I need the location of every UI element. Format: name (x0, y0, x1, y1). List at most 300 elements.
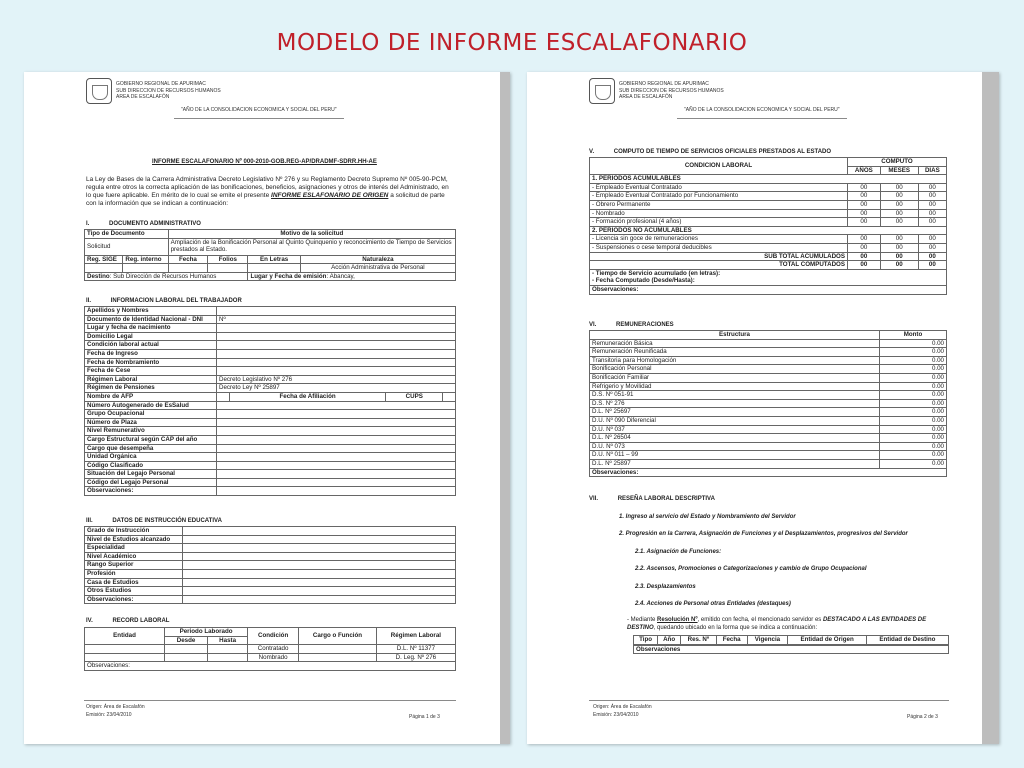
narrative-item-2: 2. Progresión en la Carrera, Asignación de Funciones y el Desplazamientos, progresivos del Servidor (619, 531, 908, 537)
footer-page: Página 1 de 3 (409, 714, 440, 720)
cell (217, 324, 456, 333)
cell: COMPUTO (848, 158, 947, 167)
cell: Número Autogenerado de EsSalud (85, 401, 217, 410)
cell: 0.00 (880, 442, 947, 451)
cell (217, 453, 456, 462)
cell: TOTAL COMPUTADOS (590, 261, 848, 270)
cell: D.S. Nº 276 (590, 399, 880, 408)
table-row (85, 470, 456, 479)
worker-info-table (84, 306, 456, 496)
cell (217, 349, 456, 358)
narrative-item-2-1: 2.1. Asignación de Funciones: (635, 549, 722, 555)
header-divider (677, 118, 847, 119)
section-title: RECORD LABORAL (112, 618, 170, 624)
cell: Especialidad (85, 544, 183, 553)
cell: Cargo Estructural según CAP del año (85, 435, 217, 444)
cell: Desde (165, 636, 208, 645)
table-row (590, 235, 947, 244)
cell: 00 (848, 209, 881, 218)
cell (217, 427, 456, 436)
cell (183, 552, 456, 561)
letterhead-line: SUB DIRECCION DE RECURSOS HUMANOS (116, 87, 221, 94)
cell: - Tiempo de Servicio acumulado (en letras): (590, 269, 947, 277)
cell: Observaciones: (590, 468, 947, 477)
cell (217, 478, 456, 487)
cell: 00 (848, 218, 881, 227)
cell (217, 367, 456, 376)
cell: Régimen de Pensiones (85, 384, 217, 393)
cell: Vigencia (747, 636, 788, 645)
table-row (85, 332, 456, 341)
table-row (590, 218, 947, 227)
cell: Cargo que desempeña (85, 444, 217, 453)
cell: Transitoria para Homologación (590, 356, 880, 365)
slide-title: MODELO DE INFORME ESCALAFONARIO (276, 30, 748, 56)
table-row (85, 544, 456, 553)
table-row (590, 391, 947, 400)
cell: - Nombrado (590, 209, 848, 218)
table-row (85, 307, 456, 316)
intro-text: La Ley de Bases de la Carrera Administrativa Decreto Legislativo Nº 276 y su Reglamento Decreto Supremo Nº 005-90-PCM, regula entre otros la correcta aplicación de las bonificaciones, beneficios, asignaciones y otros de interés del Administrado, en lo que fuere aplicable. En mérito de lo cual se emite el presente (86, 176, 449, 199)
cell: Grado de Instrucción (85, 527, 183, 536)
cell: 00 (880, 235, 918, 244)
cell: D. Leg. Nº 276 (376, 653, 455, 662)
lugar-label: Lugar y Fecha de emisión (250, 272, 327, 280)
section-3-heading (86, 518, 222, 526)
scan-edge (500, 72, 510, 744)
cell: 0.00 (880, 434, 947, 443)
cell: 00 (848, 261, 881, 270)
cell: Casa de Estudios (85, 578, 183, 587)
cell: Rango Superior (85, 561, 183, 570)
cell: 0.00 (880, 425, 947, 434)
education-table (84, 526, 456, 604)
section-num: III. (86, 518, 93, 524)
table-row (590, 200, 947, 209)
table-row (590, 192, 947, 201)
cell: 0.00 (880, 399, 947, 408)
table-row (85, 418, 456, 427)
table-row (85, 561, 456, 570)
cell (183, 587, 456, 596)
cell: D.L. Nº 11377 (376, 645, 455, 654)
header-divider (174, 118, 344, 119)
table-row (85, 427, 456, 436)
cell (217, 410, 456, 419)
table-row (85, 410, 456, 419)
section-num: II. (86, 298, 92, 304)
cell: Observaciones: (85, 662, 456, 671)
table-row (85, 587, 456, 596)
cell: Reg. SIGE (85, 255, 123, 264)
section-title: RESEÑA LABORAL DESCRIPTIVA (617, 496, 715, 502)
cell (217, 470, 456, 479)
remuneration-table (589, 330, 947, 477)
cell: Nivel de Estudios alcanzado (85, 535, 183, 544)
cell: Condición laboral actual (85, 341, 217, 350)
cell: 00 (848, 183, 881, 192)
cell (217, 418, 456, 427)
scan-edge (982, 72, 999, 744)
cell (183, 544, 456, 553)
cell: 00 (918, 235, 946, 244)
cell: D.U. Nº 011 – 99 (590, 451, 880, 460)
document-table (84, 229, 456, 281)
cell: Periodo Laborado (165, 628, 248, 637)
cell: Nombrado (248, 653, 299, 662)
table-row (85, 535, 456, 544)
cell: Refrigerio y Movilidad (590, 382, 880, 391)
letterhead-line: SUB DIRECCION DE RECURSOS HUMANOS (619, 87, 724, 94)
cell: 00 (918, 183, 946, 192)
service-time-table (589, 157, 947, 295)
table-row (590, 459, 947, 468)
cell: Fecha de Ingreso (85, 349, 217, 358)
cell: 00 (848, 192, 881, 201)
table-row (85, 341, 456, 350)
section-7-heading (589, 496, 715, 504)
cell (183, 569, 456, 578)
cell: Otros Estudios (85, 587, 183, 596)
cell: 1. PERIODOS ACUMULABLES (590, 175, 947, 184)
cell: - Empleado Eventual Contratado por Funcionamiento (590, 192, 848, 201)
text: , quedando ubicado en la forma que se indica a continuación: (653, 624, 818, 631)
cell: - Suspensiones o cese temporal deducibles (590, 243, 848, 252)
cell (443, 392, 456, 401)
cell (217, 307, 456, 316)
cell: Apellidos y Nombres (85, 307, 217, 316)
intro-paragraph (86, 176, 454, 208)
cell (217, 332, 456, 341)
page-2-document (527, 72, 999, 744)
narrative-item-2-2: 2.2. Ascensos, Promociones o Categorizaciones y cambio de Grupo Ocupacional (635, 566, 867, 572)
cell: Tipo (634, 636, 658, 645)
cell (217, 392, 230, 401)
cell: D.L. Nº 25897 (590, 459, 880, 468)
section-5-heading (589, 149, 831, 157)
section-title: DATOS DE INSTRUCCIÓN EDUCATIVA (112, 518, 222, 524)
destaque-paragraph (627, 617, 953, 632)
table-row (590, 408, 947, 417)
cell: DIAS (918, 166, 946, 175)
cell: Fecha de Cese (85, 367, 217, 376)
cell: Bonificación Personal (590, 365, 880, 374)
cell: Observaciones (634, 645, 949, 654)
table-row (85, 527, 456, 536)
cell: Estructura (590, 331, 880, 340)
cell: Remuneración Reunificada (590, 348, 880, 357)
cell: - Fecha Computado (Desde/Hasta): (590, 277, 947, 285)
table-row (85, 552, 456, 561)
cell: D.S. Nº 051-91 (590, 391, 880, 400)
cell: Domicilio Legal (85, 332, 217, 341)
cell: Nivel Académico (85, 552, 183, 561)
cell: Documento de Identidad Nacional - DNI (85, 315, 217, 324)
table-row (590, 399, 947, 408)
table-row (85, 324, 456, 333)
cell: Nivel Remunerativo (85, 427, 217, 436)
cell: Solicitud (85, 238, 169, 255)
cell (217, 401, 456, 410)
cell: Número de Plaza (85, 418, 217, 427)
table-row (85, 375, 456, 384)
cell: Régimen Laboral (376, 628, 455, 645)
cell: Hasta (208, 636, 248, 645)
cell: Bonificación Familiar (590, 373, 880, 382)
section-title: DOCUMENTO ADMINISTRATIVO (109, 221, 201, 227)
letterhead-line: AREA DE ESCALAFÓN (619, 94, 673, 100)
cell: Tipo de Documento (85, 230, 169, 239)
cell: Grupo Ocupacional (85, 410, 217, 419)
cell: 00 (880, 261, 918, 270)
table-row (590, 434, 947, 443)
table-row (85, 444, 456, 453)
table-row (590, 442, 947, 451)
cell: Ampliación de la Bonificación Personal al Quinto Quinquenio y reconocimiento de Tiempo de Servicios prestados al Estado. (168, 238, 455, 255)
table-row (85, 315, 456, 324)
cell: Entidad de Origen (788, 636, 866, 645)
section-num: VI. (589, 322, 597, 328)
footer-date: Emisión: 23/04/2010 (593, 712, 639, 718)
cell (217, 444, 456, 453)
cell: 0.00 (880, 356, 947, 365)
cell: 00 (918, 261, 946, 270)
section-2-heading (86, 298, 242, 306)
section-4-heading (86, 618, 169, 626)
cell: 00 (880, 218, 918, 227)
table-row (590, 365, 947, 374)
footer-origin: Origen: Área de Escalafón (86, 704, 145, 710)
cell: 0.00 (880, 459, 947, 468)
cell: Acción Administrativa de Personal (300, 264, 455, 273)
section-1-heading (86, 221, 201, 229)
narrative-item-1: 1. Ingreso al servicio del Estado y Nombramiento del Servidor (619, 514, 796, 520)
text: Resolución Nº (657, 617, 698, 623)
table-row (590, 209, 947, 218)
cell: 00 (880, 243, 918, 252)
cell: 00 (918, 243, 946, 252)
cell: - Empleado Eventual Contratado (590, 183, 848, 192)
cell: Observaciones: (590, 285, 947, 294)
cell: D.U. Nº 090 Diferencial (590, 416, 880, 425)
footer-origin: Origen: Área de Escalafón (593, 704, 652, 710)
work-record-table (84, 627, 456, 671)
intro-end: a solicitud de parte con la información que se indican a continuación: (86, 192, 445, 207)
cell: D.L. Nº 26504 (590, 434, 880, 443)
cell: 00 (918, 200, 946, 209)
cell: Año (658, 636, 681, 645)
table-row (85, 349, 456, 358)
cell: SUB TOTAL ACUMULADOS (590, 252, 848, 261)
cell: 0.00 (880, 373, 947, 382)
letterhead-line: GOBIERNO REGIONAL DE APURIMAC (619, 81, 709, 87)
cell: 0.00 (880, 391, 947, 400)
cell: 00 (848, 200, 881, 209)
cell (183, 578, 456, 587)
letterhead-line: AREA DE ESCALAFÓN (116, 94, 170, 100)
cell: Monto (880, 331, 947, 340)
cell: 2. PERIODOS NO ACUMULABLES (590, 226, 947, 235)
cell: Entidad de Destino (866, 636, 948, 645)
cell: Código Clasificado (85, 461, 217, 470)
cell: 0.00 (880, 382, 947, 391)
table-row (85, 358, 456, 367)
cell: 00 (880, 192, 918, 201)
table-row (590, 243, 947, 252)
table-row (590, 373, 947, 382)
cell: D.U. Nº 037 (590, 425, 880, 434)
cell: 00 (880, 252, 918, 261)
cell: Reg. interno (123, 255, 168, 264)
table-row (590, 425, 947, 434)
footer-divider (589, 700, 949, 701)
cell: Nombre de AFP (85, 392, 217, 401)
cell: 00 (848, 243, 881, 252)
cell: Nº (217, 315, 456, 324)
table-row (85, 595, 456, 604)
section-title: COMPUTO DE TIEMPO DE SERVICIOS OFICIALES PRESTADOS AL ESTADO (613, 149, 832, 155)
cell: 0.00 (880, 365, 947, 374)
cell: Entidad (85, 628, 165, 645)
cell (217, 358, 456, 367)
table-row (590, 183, 947, 192)
cell: D.L. Nº 25697 (590, 408, 880, 417)
cell (183, 527, 456, 536)
cell (217, 435, 456, 444)
section-num: V. (589, 149, 595, 155)
cell (183, 561, 456, 570)
cell: Contratado (248, 645, 299, 654)
cell: Destino: Sub Dirección de Recursos Humanos (85, 272, 248, 281)
table-row (85, 578, 456, 587)
text: DESTACADO A LAS ENTIDADES DE DESTINO (627, 617, 927, 631)
cell: Res. Nº (681, 636, 717, 645)
table-row (590, 382, 947, 391)
cell: Lugar y fecha de nacimiento (85, 324, 217, 333)
cell: MESES (880, 166, 918, 175)
cell: Fecha de Nombramiento (85, 358, 217, 367)
cell: 00 (848, 235, 881, 244)
transfer-table (633, 635, 949, 654)
cell: 00 (918, 218, 946, 227)
table-row (634, 636, 949, 645)
cell: Naturaleza (300, 255, 455, 264)
cell: Régimen Laboral (85, 375, 217, 384)
cell: Cargo o Función (299, 628, 377, 645)
footer-divider (84, 700, 456, 701)
cell: CUPS (386, 392, 443, 401)
cell: 0.00 (880, 416, 947, 425)
table-row (590, 451, 947, 460)
table-row (590, 356, 947, 365)
cell (217, 487, 456, 496)
text: - Mediante (627, 617, 656, 623)
cell: - Formación profesional (4 años) (590, 218, 848, 227)
cell: 00 (880, 209, 918, 218)
cell (183, 595, 456, 604)
cell: - Obrero Permanente (590, 200, 848, 209)
page-1-document (24, 72, 510, 744)
cell: AÑOS (848, 166, 881, 175)
table-row (85, 569, 456, 578)
cell: Código del Legajo Personal (85, 478, 217, 487)
table-row (590, 339, 947, 348)
cell: En Letras (248, 255, 300, 264)
cell: Folios (208, 255, 248, 264)
cell: Profesión (85, 569, 183, 578)
narrative-item-2-3: 2.3. Desplazamientos (635, 584, 696, 590)
table-row (85, 384, 456, 393)
cell: 0.00 (880, 339, 947, 348)
section-title: REMUNERACIONES (616, 322, 674, 328)
table-row (85, 367, 456, 376)
cell (217, 341, 456, 350)
cell: 00 (918, 209, 946, 218)
cell: 00 (918, 192, 946, 201)
cell: 00 (880, 200, 918, 209)
cell: Condición (248, 628, 299, 645)
cell: Remuneración Básica (590, 339, 880, 348)
cell: CONDICION LABORAL (590, 158, 848, 175)
cell: Situación del Legajo Personal (85, 470, 217, 479)
cell: 0.00 (880, 408, 947, 417)
cell: Observaciones: (85, 595, 183, 604)
cell: Decreto Legislativo Nº 276 (217, 375, 456, 384)
letterhead-motto: "AÑO DE LA CONSOLIDACION ECONOMICA Y SOCIAL DEL PERU" (684, 107, 840, 113)
cell: Unidad Orgánica (85, 453, 217, 462)
cell (217, 461, 456, 470)
cell: Motivo de la solicitud (168, 230, 455, 239)
doc-title: INFORME ESCALAFONARIO Nº 000-2010-GOB.REG-AP/DRADMF-SDRR.HH-AE (152, 159, 377, 165)
regional-seal-icon (86, 78, 112, 104)
table-row (85, 401, 456, 410)
table-row (85, 461, 456, 470)
section-num: IV. (86, 618, 93, 624)
cell: 0.00 (880, 451, 947, 460)
lugar-value: : Abancay, (326, 272, 355, 280)
table-row (85, 478, 456, 487)
cell (248, 272, 456, 281)
table-row (85, 487, 456, 496)
cell: 0.00 (880, 348, 947, 357)
footer-page: Página 2 de 3 (907, 714, 938, 720)
section-title: INFORMACION LABORAL DEL TRABAJADOR (110, 298, 242, 304)
table-row (590, 348, 947, 357)
regional-seal-icon (589, 78, 615, 104)
section-6-heading (589, 322, 674, 330)
cell: Fecha de Afiliación (229, 392, 386, 401)
text: , emitido con fecha, el mencionado servidor es (697, 617, 822, 623)
letterhead-line: GOBIERNO REGIONAL DE APURIMAC (116, 81, 206, 87)
cell: 00 (880, 183, 918, 192)
cell: Fecha (716, 636, 747, 645)
cell: 00 (918, 252, 946, 261)
cell: 00 (848, 252, 881, 261)
cell: Decreto Ley Nº 25897 (217, 384, 456, 393)
table-row (85, 392, 456, 401)
narrative-item-2-4: 2.4. Acciones de Personal otras Entidades (destaques) (635, 601, 791, 607)
cell: Fecha (168, 255, 208, 264)
cell: - Licencia sin goce de remuneraciones (590, 235, 848, 244)
section-num: I. (86, 221, 90, 227)
footer-date: Emisión: 23/04/2010 (86, 712, 132, 718)
intro-emphasis: INFORME ESLAFONARIO DE ORIGEN (271, 192, 389, 199)
table-row (85, 435, 456, 444)
letterhead-motto: "AÑO DE LA CONSOLIDACION ECONOMICA Y SOCIAL DEL PERU" (181, 107, 337, 113)
section-num: VII. (589, 496, 599, 502)
table-row (85, 453, 456, 462)
cell: Observaciones: (85, 487, 217, 496)
